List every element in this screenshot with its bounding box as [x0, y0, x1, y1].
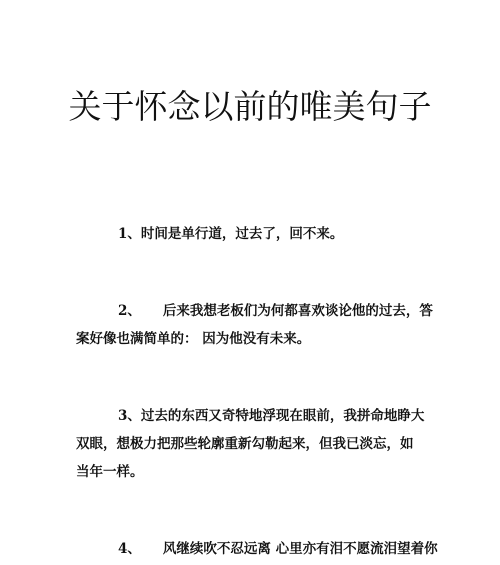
- paragraph-line: 当年一样。: [76, 464, 144, 480]
- paragraph-text: 后来我想老板们为何都喜欢谈论他的过去，答: [162, 303, 433, 319]
- paragraph-text: 风继续吹不忍远离 心里亦有泪不愿流泪望着你: [162, 541, 438, 557]
- paragraph-2: [76, 297, 432, 353]
- paragraph-line: 双眼，想极力把那些轮廓重新勾勒起来，但我已淡忘，如: [76, 436, 414, 452]
- paragraph-line: 3、过去的东西又奇特地浮现在眼前，我拼命地睁大: [118, 408, 425, 424]
- paragraph-line: 案好像也满简单的： 因为他没有未来。: [76, 331, 311, 347]
- paragraph-1: [76, 220, 432, 248]
- paragraph-3: [76, 402, 432, 486]
- document-title: 关于怀念以前的唯美句子: [68, 87, 432, 126]
- paragraph-line: 1、时间是单行道，过去了，回不来。: [118, 226, 344, 242]
- item-number: 4、: [118, 541, 141, 557]
- paragraph-4: [76, 535, 438, 563]
- item-number: 2、: [118, 303, 141, 319]
- paragraph-line: [76, 297, 432, 325]
- paragraph-line: [76, 535, 438, 563]
